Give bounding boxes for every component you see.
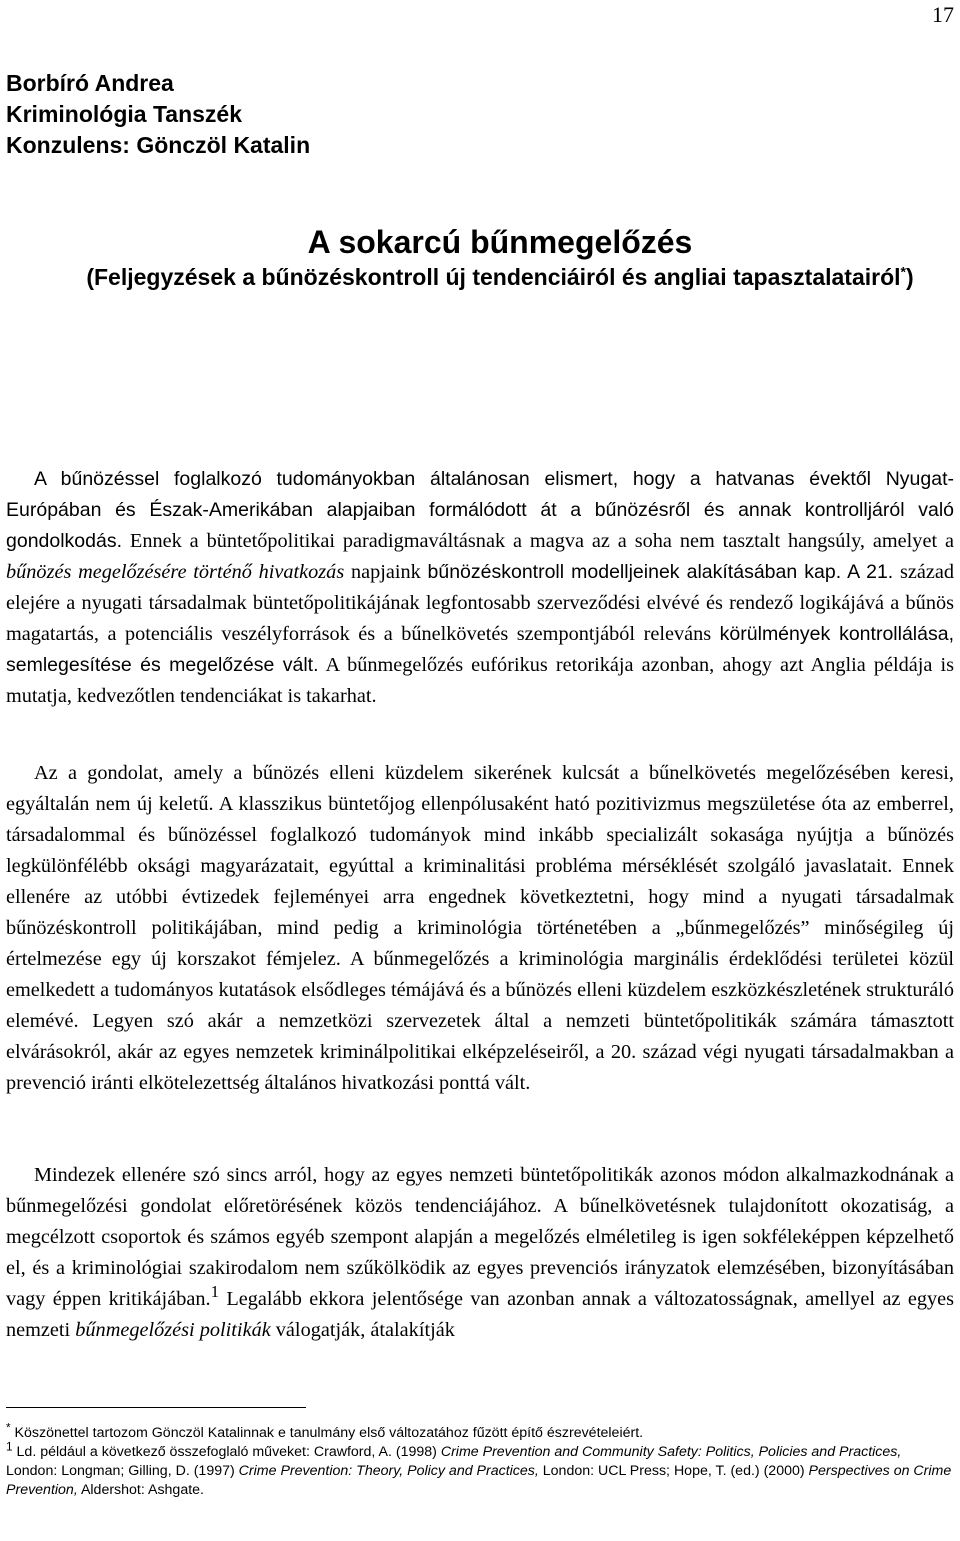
p1-text-c: század elejére a nyugati társadalmak büntetőpolitikájának legfontosabb szerveződési elvévé és rendező logikájává a bűnös magatartás, a potenciális veszélyforrások és a bűnelkövetés szempontjából releváns <box>6 561 954 645</box>
paragraph-1 <box>6 464 954 712</box>
paragraph-2 <box>6 758 954 1099</box>
footnote-1-mark: 1 <box>6 1439 13 1454</box>
p1-sans-text: A bűnözéssel foglalkozó tudományokban általánosan elismert, hogy a hatvanas évektől Nyugat-Európában és Észak-Amerikában alapjaiban formálódott át a bűnözésről és annak kontrolljáról való gondolkodás. <box>6 468 954 552</box>
p1-text-d: A bűnmegelőzés eufórikus retorikája azonban, ahogy azt Anglia példája is mutatja, kedvezőtlen tendenciákat is takarhat. <box>6 654 954 707</box>
footnote-star-text: Köszönettel tartozom Gönczöl Katalinnak e tanulmány első változatához fűzött építő észrevételeiért. <box>10 1425 644 1441</box>
author-department: Kriminológia Tanszék <box>6 101 243 127</box>
footnote-star <box>6 1420 954 1443</box>
p1-text-b: napjaink <box>344 561 428 583</box>
paragraph-3 <box>6 1160 954 1346</box>
subtitle-footnote-mark: * <box>900 263 906 280</box>
p1-sans-text-3: körülmények kontrollálása, semlegesítése és megelőzése vált. <box>6 623 954 676</box>
footnote-1-text-c: London: UCL Press; Hope, T. (ed.) (2000) <box>538 1463 809 1479</box>
footnote-star-mark: * <box>6 1420 11 1435</box>
footnote-divider <box>6 1407 306 1408</box>
subtitle-text: (Feljegyzések a bűnözéskontroll új tendenciáiról és angliai tapasztalatairól <box>86 264 901 290</box>
p3-text-b: Legalább ekkora jelentősége van azonban annak a változatosságnak, amellyel az egyes nemzeti <box>6 1288 955 1341</box>
p3-emphasis: bűnmegelőzési politikák <box>75 1319 271 1341</box>
p1-text-a: Ennek a büntetőpolitikai paradigmaváltásnak a magva az a soha nem tasztalt hangsúly, amelyet a <box>122 530 954 552</box>
p1-emphasis: bűnözés megelőzésére történő hivatkozás <box>6 561 345 583</box>
footnote-1-title-1: Crime Prevention and Community Safety: Politics, Policies and Practices, <box>440 1444 902 1460</box>
footnotes <box>6 1420 954 1500</box>
footnote-1-text-b: London: Longman; Gilling, D. (1997) <box>6 1463 239 1479</box>
footnote-1-text-d: Aldershot: Ashgate. <box>77 1482 204 1498</box>
footnote-1 <box>6 1439 954 1500</box>
p1-sans-text-2: bűnözéskontroll modelljeinek alakításában kap. A 21. <box>427 561 894 583</box>
footnote-1-title-3: Perspectives on Crime Prevention, <box>6 1463 952 1498</box>
paper-subtitle <box>0 262 960 293</box>
footnote-1-title-2: Crime Prevention: Theory, Policy and Practices, <box>238 1463 539 1479</box>
footnote-1-text-a: Ld. például a következő összefoglaló műveket: Crawford, A. (1998) <box>12 1444 441 1460</box>
page-number: 17 <box>932 2 954 27</box>
p3-text-a: Mindezek ellenére szó sincs arról, hogy az egyes nemzeti büntetőpolitikák azonos módon alkalmazkodnának a bűnmegelőzési gondolat előretörésének közös tendenciájához. A bűnelkövetésnek tulajdonított okozatiság, a megcélzott csoportok és számos egyéb szempont alapján a megelőzés elméletileg is igen sokféleképpen képzelhető el, és a kriminológiai szakirodalom nem szűkölködik az egyes prevenciós irányzatok elemzésében, bizonyításában vagy éppen kritikájában. <box>6 1164 954 1310</box>
title-block <box>0 222 960 293</box>
author-name: Borbíró Andrea <box>6 70 174 96</box>
p2-text: Az a gondolat, amely a bűnözés elleni küzdelem sikerének kulcsát a bűnelkövetés megelőzésében keresi, egyáltalán nem új keletű. A klasszikus büntetőjog ellenpólusaként ható pozitivizmus megszületése óta az emberrel, társadalommal és bűnözéssel foglalkozó tudományok mind inkább specializált sokasága nyújtja a bűnözés legkülönfélébb oksági magyarázatait, egyúttal a kriminalitási probléma mérséklését szolgáló javaslatait. Ennek ellenére az utóbbi évtizedek fejleményei arra engednek következtetni, hogy mind a nyugati társadalmak bűnözéskontroll politikájában, mind pedig a kriminológia történetében a „bűnmegelőzés” minőségileg új értelmezése egy új korszakot fémjelez. A bűnmegelőzés a kriminológia marginális érdeklődési területei közül emelkedett a tudományos kutatások elsődleges témájává és a bűnözés elleni küzdelem eszközkészletének strukturáló elemévé. Legyen szó akár a nemzetközi szervezetek által a nemzeti büntetőpolitikák számára támasztott elvárásokról, akár az egyes nemzetek kriminálpolitikai elképzeléseiről, a 20. század végi nyugati társadalmakban a prevenció iránti elkötelezettség általános hivatkozási ponttá vált. <box>6 762 954 1094</box>
p3-text-c: válogatják, átalakítják <box>270 1319 455 1341</box>
author-block <box>6 68 310 161</box>
subtitle-close: ) <box>905 264 914 290</box>
author-supervisor: Konzulens: Gönczöl Katalin <box>6 132 311 158</box>
paper-title: A sokarcú bűnmegelőzés <box>307 224 693 260</box>
p3-footnote-ref: 1 <box>210 1282 220 1302</box>
